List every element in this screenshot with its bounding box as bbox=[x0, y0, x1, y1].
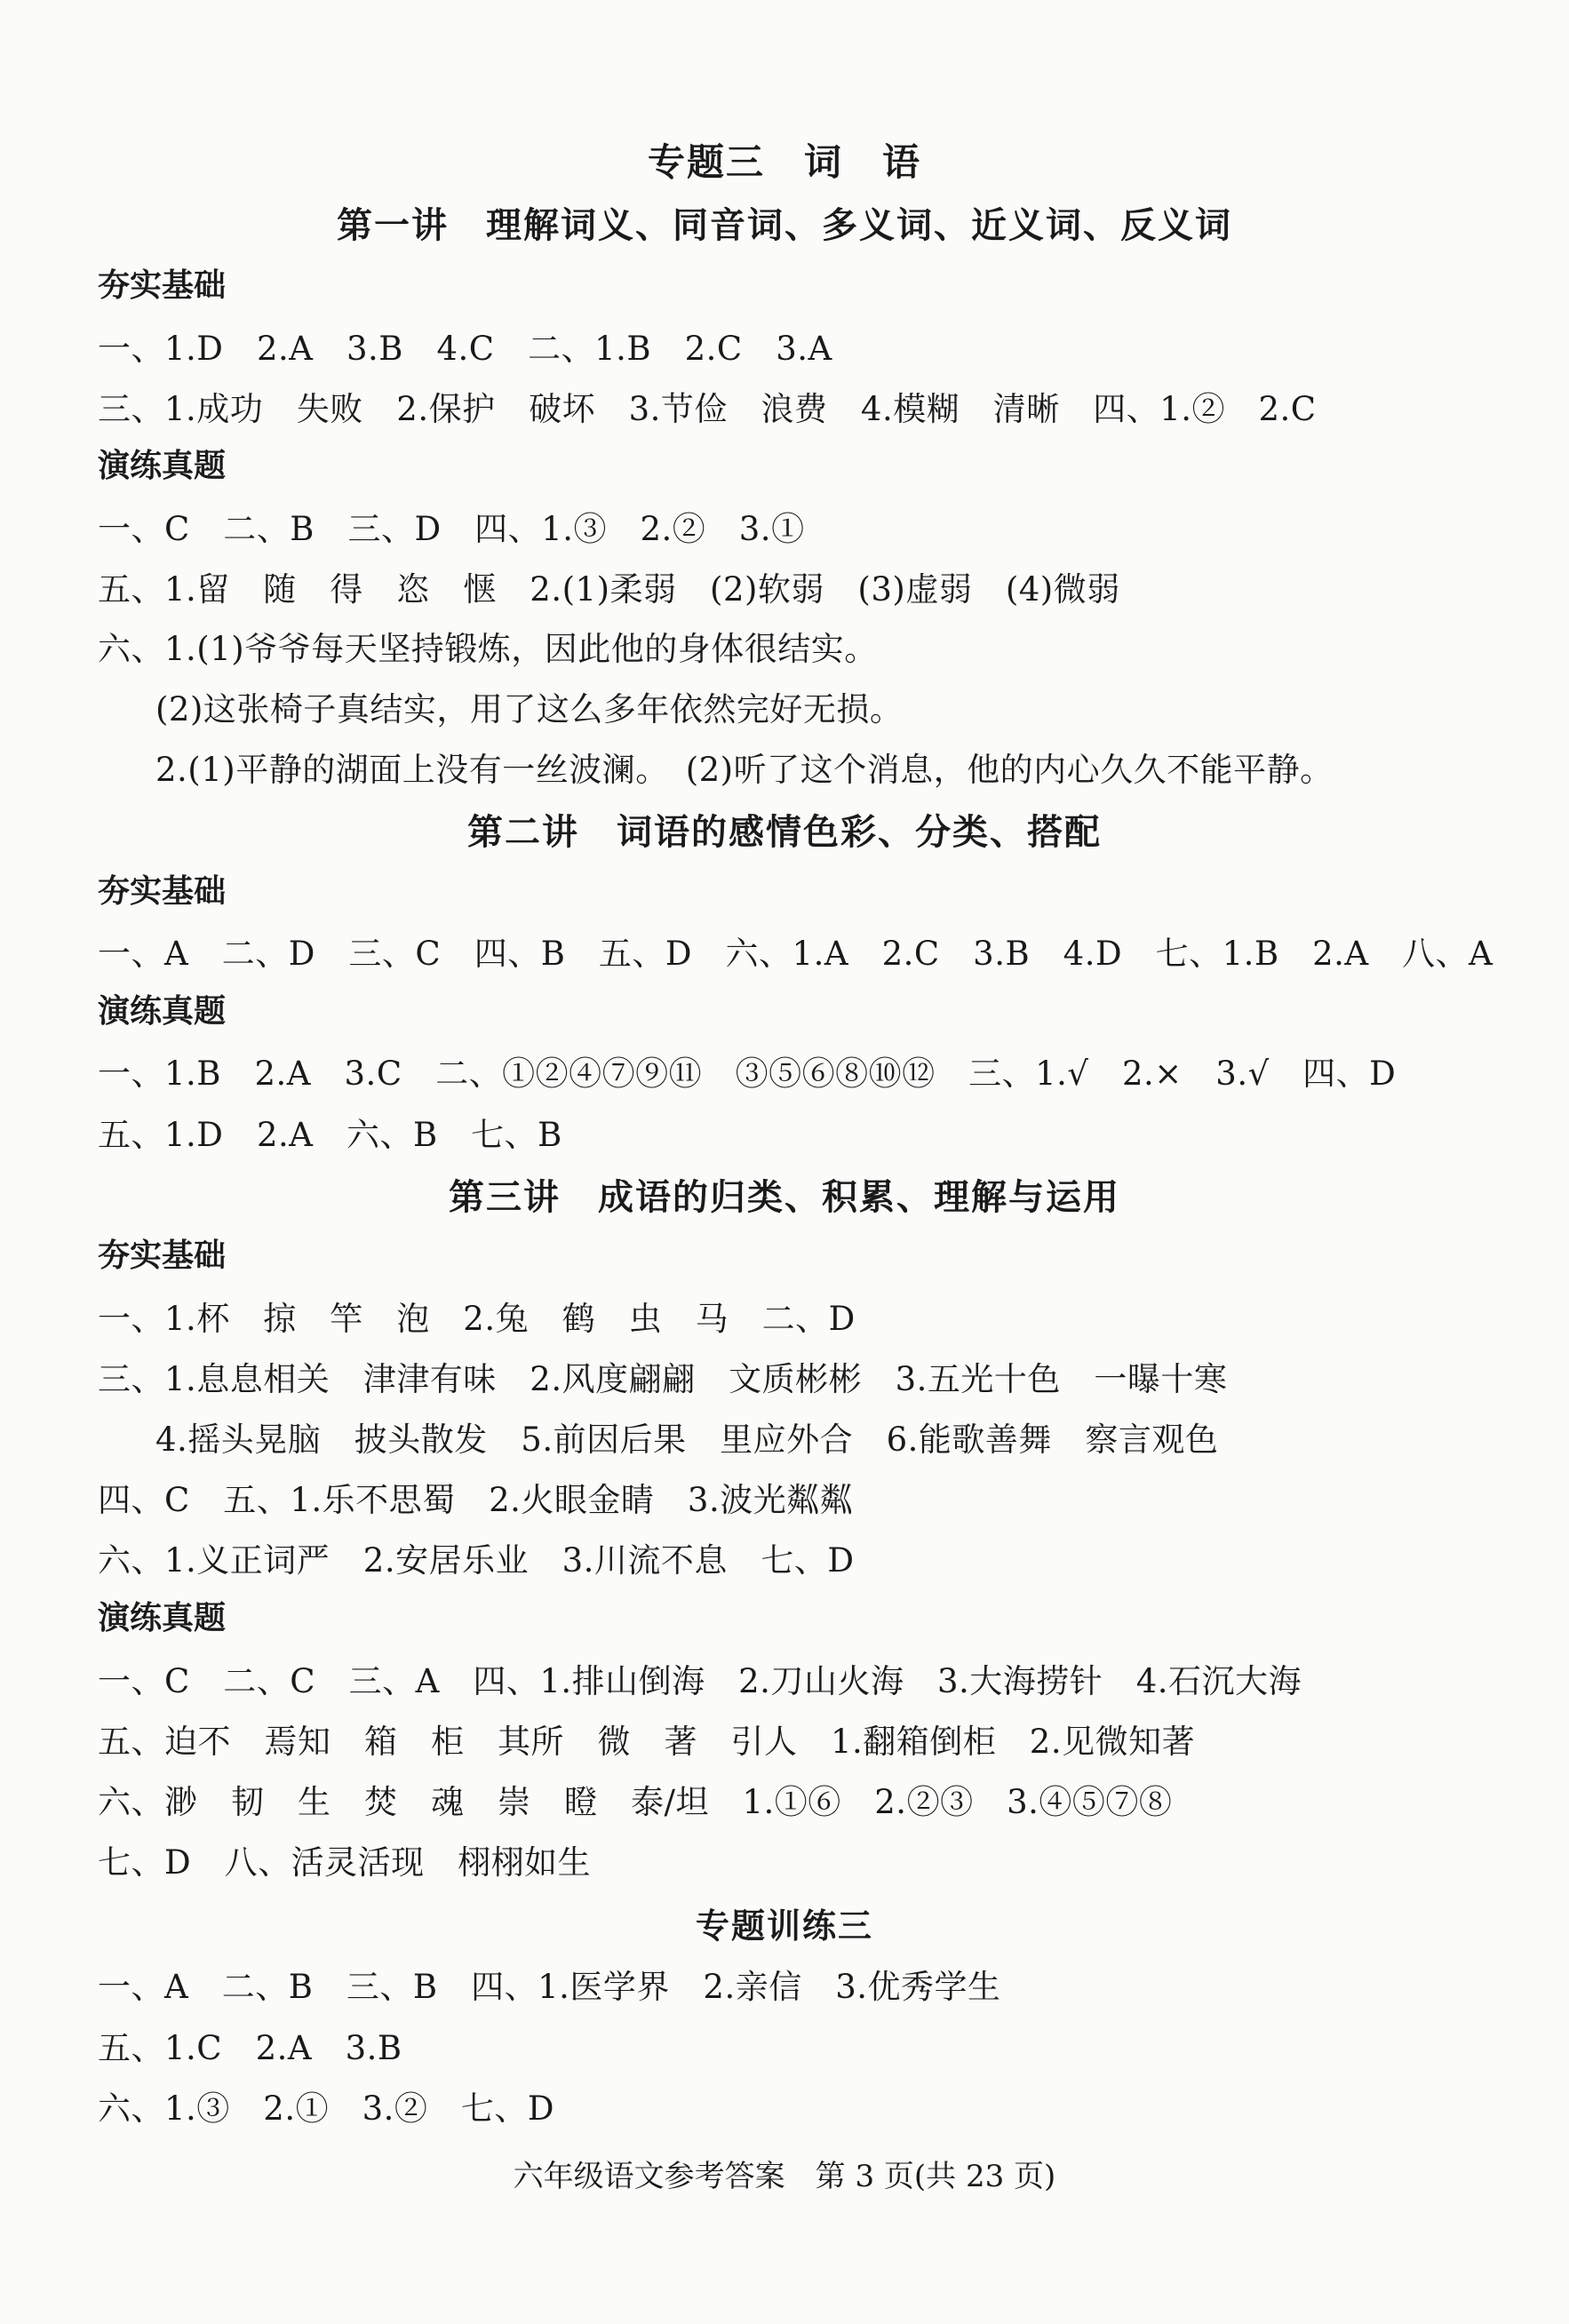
lecture-2-exam-heading: 演练真题 bbox=[98, 993, 227, 1030]
answer-line: 六、1.③ 2.① 3.② 七、D bbox=[98, 2089, 555, 2128]
lecture-3-title: 第三讲 成语的归类、积累、理解与运用 bbox=[449, 1177, 1120, 1218]
answer-line: 4.摇头晃脑 披头散发 5.前因后果 里应外合 6.能歌善舞 察言观色 bbox=[155, 1421, 1219, 1459]
answer-line: 五、1.D 2.A 六、B 七、B bbox=[98, 1116, 562, 1154]
lecture-2-title: 第二讲 词语的感情色彩、分类、搭配 bbox=[467, 812, 1102, 853]
answer-line: 六、1.义正词严 2.安居乐业 3.川流不息 七、D bbox=[98, 1541, 855, 1580]
answer-line: 一、C 二、C 三、A 四、1.排山倒海 2.刀山火海 3.大海捞针 4.石沉大海 bbox=[98, 1662, 1302, 1700]
lecture-3-basic-heading: 夯实基础 bbox=[98, 1238, 227, 1274]
lecture-1-basic-heading: 夯实基础 bbox=[98, 267, 227, 304]
answer-line: 五、迫不 焉知 箱 柜 其所 微 著 引人 1.翻箱倒柜 2.见微知著 bbox=[98, 1723, 1196, 1761]
answer-line: 五、1.留 随 得 恣 惬 2.(1)柔弱 (2)软弱 (3)虚弱 (4)微弱 bbox=[98, 570, 1120, 609]
answer-line: 一、1.B 2.A 3.C 二、①②④⑦⑨⑪ ③⑤⑥⑧⑩⑫ 三、1.√ 2.× 3.√ 四、D bbox=[98, 1055, 1397, 1093]
answer-line: 一、1.杯 掠 竿 泡 2.兔 鹤 虫 马 二、D bbox=[98, 1300, 856, 1338]
answer-line: 2.(1)平静的湖面上没有一丝波澜。 (2)听了这个消息，他的内心久久不能平静。 bbox=[155, 751, 1334, 789]
answer-line: 一、A 二、B 三、B 四、1.医学界 2.亲信 3.优秀学生 bbox=[98, 1968, 1001, 2006]
answer-line: 六、渺 韧 生 焚 魂 崇 瞪 泰/坦 1.①⑥ 2.②③ 3.④⑤⑦⑧ bbox=[98, 1783, 1173, 1821]
answer-line: 一、A 二、D 三、C 四、B 五、D 六、1.A 2.C 3.B 4.D 七、1.B 2.A 八、A bbox=[98, 935, 1493, 973]
answer-line: 六、1.(1)爷爷每天坚持锻炼，因此他的身体很结实。 bbox=[98, 630, 878, 668]
answer-line: 四、C 五、1.乐不思蜀 2.火眼金睛 3.波光粼粼 bbox=[98, 1481, 854, 1519]
lecture-3-exam-heading: 演练真题 bbox=[98, 1600, 227, 1636]
answer-line: 七、D 八、活灵活现 栩栩如生 bbox=[98, 1843, 592, 1882]
answer-line: 三、1.成功 失败 2.保护 破坏 3.节俭 浪费 4.模糊 清晰 四、1.② 2.C bbox=[98, 390, 1317, 428]
lecture-2-basic-heading: 夯实基础 bbox=[98, 873, 227, 910]
lecture-1-exam-heading: 演练真题 bbox=[98, 448, 227, 484]
answer-line: 一、1.D 2.A 3.B 4.C 二、1.B 2.C 3.A bbox=[98, 330, 832, 368]
training-title: 专题训练三 bbox=[695, 1906, 873, 1946]
answer-line: 三、1.息息相关 津津有味 2.风度翩翩 文质彬彬 3.五光十色 一曝十寒 bbox=[98, 1360, 1228, 1398]
topic-title: 专题三 词 语 bbox=[647, 140, 921, 184]
answer-line: 一、C 二、B 三、D 四、1.③ 2.② 3.① bbox=[98, 510, 805, 548]
answer-line: 五、1.C 2.A 3.B bbox=[98, 2029, 402, 2067]
lecture-1-title: 第一讲 理解词义、同音词、多义词、近义词、反义词 bbox=[337, 205, 1232, 246]
page-footer: 六年级语文参考答案 第 3 页(共 23 页) bbox=[513, 2159, 1056, 2194]
answer-line: (2)这张椅子真结实，用了这么多年依然完好无损。 bbox=[155, 690, 904, 728]
